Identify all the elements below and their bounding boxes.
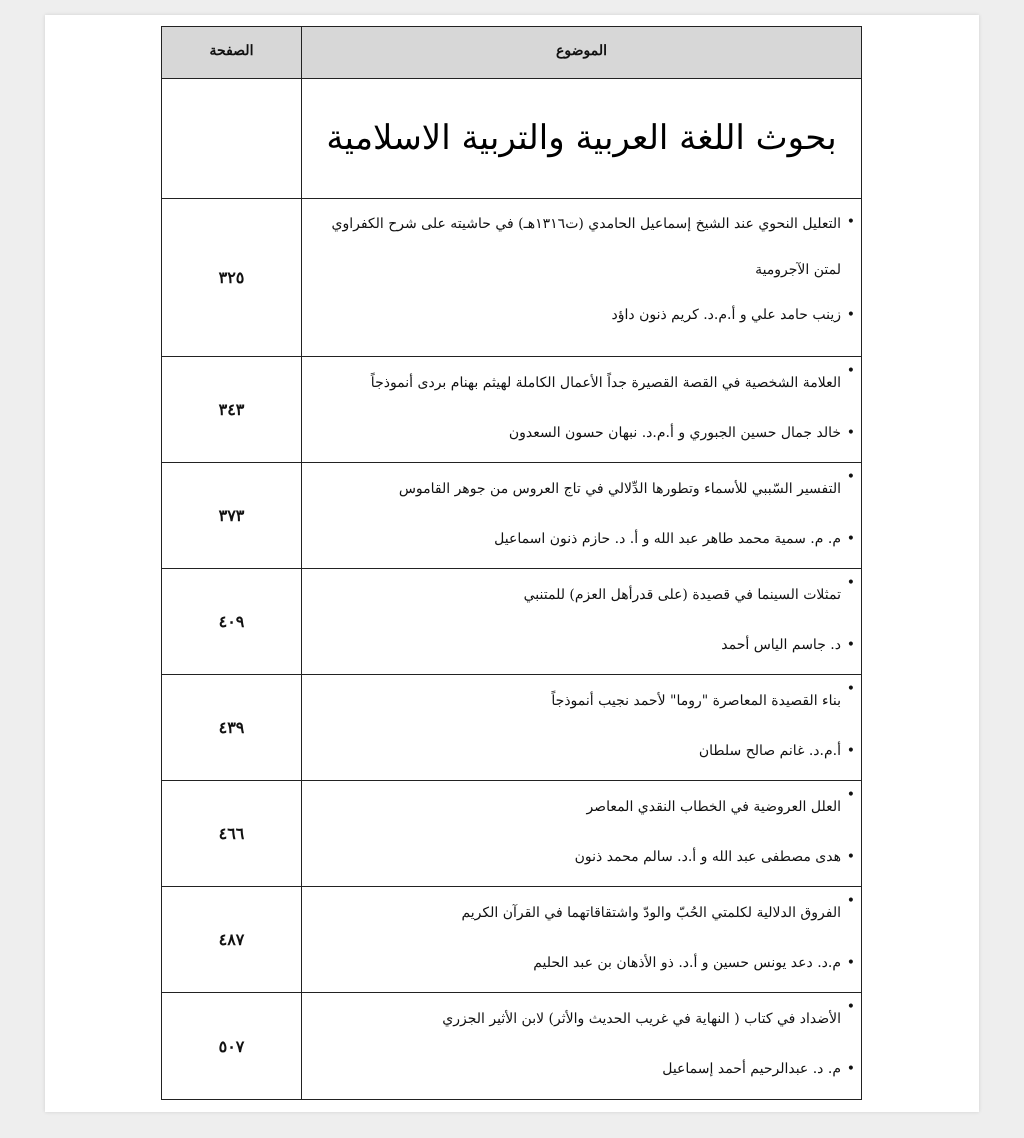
page-number: ٣٤٣ [162,357,302,463]
entry-title: • بناء القصيدة المعاصرة "روما" لأحمد نجيب أنموذجاً [310,675,855,715]
entry-author: • أ.م.د. غانم صالح سلطان [310,737,855,773]
topic-cell [302,569,862,675]
topic-cell [302,357,862,463]
header-row [162,27,862,79]
page-number: ٤٣٩ [162,675,302,781]
entry-author: • د. جاسم الياس أحمد [310,631,855,667]
table-row [162,993,862,1100]
entry-title: • الأضداد في كتاب ( النهاية في غريب الحديث والأثر) لابن الأثير الجزري [310,993,855,1033]
document-page [45,15,979,1112]
entry-author: • زينب حامد علي و أ.م.د. كريم ذنون داؤد [310,301,855,333]
table-row [162,199,862,357]
table-row [162,887,862,993]
entry-title: • العلل العروضية في الخطاب النقدي المعاصر [310,781,855,821]
page-number: ٤٨٧ [162,887,302,993]
entry-author: • م.د. دعد يونس حسين و أ.د. ذو الأذهان بن عبد الحليم [310,949,855,985]
section-title: بحوث اللغة العربية والتربية الاسلامية [302,79,862,199]
table-row [162,463,862,569]
page-number: ٤٦٦ [162,781,302,887]
page-number: ٣٢٥ [162,199,302,357]
page-number: ٣٧٣ [162,463,302,569]
header-page: الصفحة [162,27,302,79]
topic-cell [302,887,862,993]
entry-author: • هدى مصطفى عبد الله و أ.د. سالم محمد ذنون [310,843,855,879]
section-title-page-cell [162,79,302,199]
table-row [162,781,862,887]
entry-author: • م. م. سمية محمد طاهر عبد الله و أ. د. حازم ذنون اسماعيل [310,525,855,561]
topic-cell [302,993,862,1100]
section-title-row [162,79,862,199]
entry-title: • التفسير السّببي للأسماء وتطورها الدِّلالي في تاج العروس من جوهر القاموس [310,463,855,503]
table-row [162,357,862,463]
entry-title: • التعليل النحوي عند الشيخ إسماعيل الحامدي (ت١٣١٦هـ) في حاشيته على شرح الكفراوي لمتن الآجرومية [310,199,855,293]
entry-title: • العلامة الشخصية في القصة القصيرة جداً الأعمال الكاملة لهيثم بهنام بردى أنموذجاً [310,357,855,397]
table-row [162,569,862,675]
topic-cell [302,675,862,781]
topic-cell [302,781,862,887]
table-row [162,675,862,781]
header-topic: الموضوع [302,27,862,79]
page-number: ٤٠٩ [162,569,302,675]
topic-cell [302,463,862,569]
entry-title: • تمثلات السينما في قصيدة (على قدرأهل العزم) للمتنبي [310,569,855,609]
page-number: ٥٠٧ [162,993,302,1100]
entry-author: • خالد جمال حسين الجبوري و أ.م.د. نبهان حسون السعدون [310,419,855,455]
entry-title: • الفروق الدلالية لكلمتي الحُبّ والودّ واشتقاقاتهما في القرآن الكريم [310,887,855,927]
topic-cell [302,199,862,357]
entry-author: • م. د. عبدالرحيم أحمد إسماعيل [310,1055,855,1091]
contents-table [161,26,862,1100]
